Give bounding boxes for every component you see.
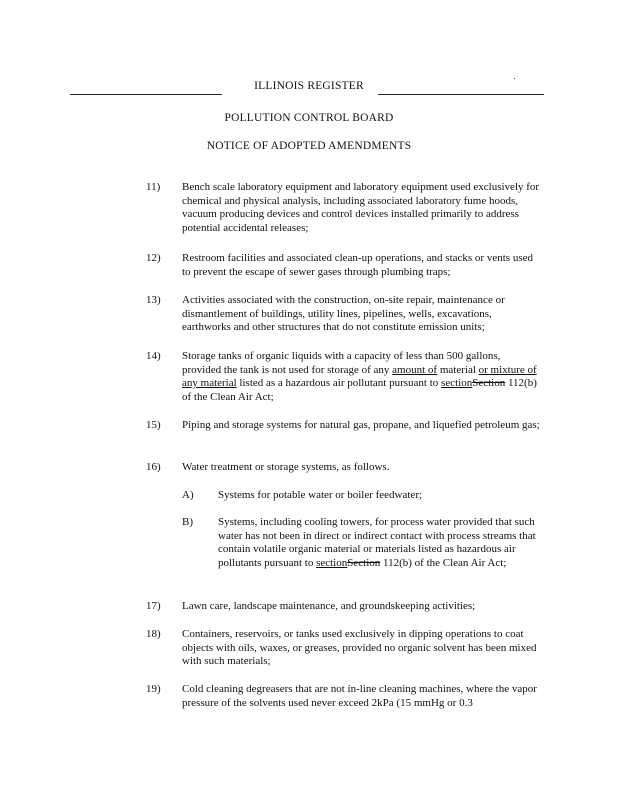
item-number: 14) [146,350,161,362]
deleted-text: Section [472,377,506,390]
board-title: POLLUTION CONTROL BOARD [224,112,394,124]
item-number: 16) [146,461,161,473]
item-text-amended [182,350,542,404]
text-segment: 112(b) of the Clean Air Act; [380,556,507,569]
scan-speck [514,78,515,79]
item-text: Cold cleaning degreasers that are not in-line cleaning machines, where the vapor pressure of the solvents used never exceed 2kPa (15 mmHg or 0.3 [182,683,537,709]
deleted-text: Section [347,556,381,569]
notice-title: NOTICE OF ADOPTED AMENDMENTS [206,140,412,152]
item-text: Activities associated with the construction, on-site repair, maintenance or dismantlement of buildings, utility lines, pipelines, wells, excavations, earthworks and other structures that do not constitute emission units; [182,294,505,334]
item-text: Bench scale laboratory equipment and laboratory equipment used exclusively for chemical and physical analysis, including associated laboratory fume hoods, vacuum producing devices and control devices installed primarily to address potential accidental releases; [182,181,540,234]
inserted-text: section [441,377,473,390]
text-segment: Storage tanks of organic liquids with a capacity of less than 500 gallons, provided the tank is not used for storage of any [182,350,501,376]
header-rule-right [378,94,544,95]
item-text: Containers, reservoirs, or tanks used exclusively in dipping operations to coat objects with oils, waxes, or greases, provided no organic solvent has been mixed with such materials; [182,628,537,668]
item-text: Piping and storage systems for natural gas, propane, and liquefied petroleum gas; [182,419,540,431]
subitem-label: B) [182,516,193,528]
item-number: 12) [146,252,161,264]
inserted-text: amount of [392,363,438,376]
text-segment: Systems, including cooling towers, for process water provided that such water has not been in direct or indirect contact with process streams that contain volatile organic material or materials listed as hazardous air pollutants pursuant to [218,516,536,569]
subitem-text-amended [218,516,542,570]
inserted-text: or mixture of any material [182,363,537,390]
text-segment: material [437,363,479,376]
item-number: 15) [146,419,161,431]
item-text: Restroom facilities and associated clean-up operations, and stacks or vents used to prevent the escape of sewer gases through plumbing traps; [182,252,533,278]
subitem-text: Systems for potable water or boiler feedwater; [218,489,423,501]
text-segment: 112(b) of the Clean Air Act; [182,377,537,403]
subitem-label: A) [182,489,194,501]
text-segment: listed as a hazardous air pollutant pursuant to [236,377,442,390]
inserted-text: section [316,556,348,569]
item-number: 18) [146,628,161,640]
item-number: 13) [146,294,161,306]
item-text: Water treatment or storage systems, as follows. [182,461,390,473]
item-number: 11) [146,181,161,193]
register-title: ILLINOIS REGISTER [254,80,364,92]
item-number: 17) [146,600,161,612]
item-text: Lawn care, landscape maintenance, and groundskeeping activities; [182,600,476,612]
item-number: 19) [146,683,161,695]
header-rule-left [70,94,222,95]
